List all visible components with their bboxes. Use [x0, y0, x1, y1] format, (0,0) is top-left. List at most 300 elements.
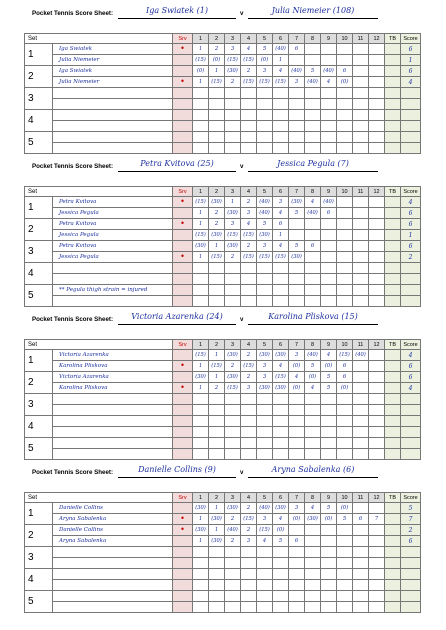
set-number: 1 [25, 44, 53, 66]
player-row [25, 394, 421, 405]
game-cell: 2 [241, 372, 257, 383]
game-cell [337, 438, 353, 449]
sheet-header [24, 465, 420, 479]
game-cell [353, 372, 369, 383]
game-cell: 6 [273, 219, 289, 230]
header-col: Score [401, 340, 421, 350]
player2-name: Aryna Sabalenka (6) [248, 465, 378, 478]
game-cell [273, 591, 289, 602]
game-cell [321, 252, 337, 263]
player-row [25, 66, 421, 77]
game-cell [337, 394, 353, 405]
game-cell [353, 252, 369, 263]
tiebreak-cell [385, 296, 401, 307]
game-cell [353, 558, 369, 569]
game-cell [305, 416, 321, 427]
serve-dot [173, 580, 193, 591]
game-cell [209, 296, 225, 307]
player-row [25, 77, 421, 88]
game-cell [369, 296, 385, 307]
player2-name: Karolina Pliskova (15) [248, 312, 378, 325]
header-col: 9 [321, 340, 337, 350]
serve-dot [173, 394, 193, 405]
game-cell: (0) [289, 383, 305, 394]
game-cell [337, 208, 353, 219]
game-cell [305, 547, 321, 558]
player-row [25, 580, 421, 591]
game-cell: (15) [337, 350, 353, 361]
set-score-cell: 6 [401, 372, 421, 383]
game-cell [369, 132, 385, 143]
game-cell: 6 [337, 372, 353, 383]
game-cell [257, 405, 273, 416]
game-cell [305, 143, 321, 154]
set-score-cell [401, 274, 421, 285]
game-cell: (15) [209, 77, 225, 88]
serve-dot [173, 285, 193, 296]
game-cell [369, 350, 385, 361]
game-cell [209, 285, 225, 296]
game-cell [337, 536, 353, 547]
game-cell [305, 285, 321, 296]
game-cell: 5 [321, 503, 337, 514]
game-cell [305, 449, 321, 460]
game-cell: 4 [273, 241, 289, 252]
game-cell: 2 [241, 525, 257, 536]
game-cell [353, 132, 369, 143]
game-cell [321, 438, 337, 449]
player-row [25, 88, 421, 99]
serve-dot [173, 536, 193, 547]
serve-dot: • [173, 383, 193, 394]
serve-dot [173, 438, 193, 449]
game-cell: 5 [289, 241, 305, 252]
set-score-cell: 6 [401, 219, 421, 230]
game-cell [337, 230, 353, 241]
game-cell [369, 208, 385, 219]
game-cell [353, 602, 369, 613]
set-number: 3 [25, 547, 53, 569]
game-cell [353, 427, 369, 438]
game-cell [337, 580, 353, 591]
header-col: 11 [353, 187, 369, 197]
player-row [25, 132, 421, 143]
header-col: 1 [193, 187, 209, 197]
game-cell [273, 569, 289, 580]
versus-label: v [240, 469, 244, 476]
tiebreak-cell [385, 569, 401, 580]
game-cell [241, 449, 257, 460]
game-cell [225, 547, 241, 558]
serve-dot [173, 569, 193, 580]
game-cell [305, 580, 321, 591]
game-cell [305, 536, 321, 547]
game-cell [273, 416, 289, 427]
sheet-label: Pocket Tennis Score Sheet: [32, 469, 114, 476]
game-cell: 2 [209, 208, 225, 219]
player-name-cell [53, 405, 173, 416]
game-cell [369, 569, 385, 580]
game-cell [337, 547, 353, 558]
game-cell [353, 569, 369, 580]
player1-name: Petra Kvitova (25) [118, 159, 236, 172]
sheet-header [24, 6, 420, 20]
game-cell [321, 88, 337, 99]
game-cell: (40) [257, 208, 273, 219]
game-cell: 3 [273, 197, 289, 208]
game-cell: 3 [241, 536, 257, 547]
game-cell [353, 383, 369, 394]
header-col: 7 [289, 34, 305, 44]
game-cell: (30) [209, 230, 225, 241]
game-cell: 3 [257, 66, 273, 77]
tiebreak-cell [385, 558, 401, 569]
game-cell [353, 536, 369, 547]
header-col: 12 [369, 493, 385, 503]
set-score-cell: 1 [401, 55, 421, 66]
game-cell [257, 580, 273, 591]
game-cell: (0) [337, 503, 353, 514]
player-row [25, 536, 421, 547]
tiebreak-cell [385, 208, 401, 219]
game-cell [193, 263, 209, 274]
game-cell [353, 197, 369, 208]
game-cell [321, 416, 337, 427]
game-cell: (15) [193, 350, 209, 361]
game-cell [257, 121, 273, 132]
game-cell: 1 [209, 372, 225, 383]
game-cell: 4 [305, 503, 321, 514]
game-cell: 5 [257, 219, 273, 230]
set-score-cell [401, 405, 421, 416]
game-cell [369, 591, 385, 602]
game-cell [209, 263, 225, 274]
game-cell [353, 580, 369, 591]
game-cell [305, 394, 321, 405]
game-cell [273, 449, 289, 460]
header-col: 9 [321, 34, 337, 44]
header-col: 6 [273, 493, 289, 503]
game-cell [321, 143, 337, 154]
tiebreak-cell [385, 372, 401, 383]
game-cell [273, 274, 289, 285]
game-cell [353, 438, 369, 449]
game-cell [305, 55, 321, 66]
game-cell [369, 372, 385, 383]
game-cell [257, 558, 273, 569]
score-table [24, 492, 421, 613]
game-cell: 1 [193, 361, 209, 372]
game-cell [289, 296, 305, 307]
serve-dot: • [173, 361, 193, 372]
set-number: 5 [25, 285, 53, 307]
game-cell [353, 503, 369, 514]
game-cell [193, 449, 209, 460]
game-cell [353, 88, 369, 99]
game-cell [209, 602, 225, 613]
header-col: 9 [321, 493, 337, 503]
game-cell: 5 [305, 66, 321, 77]
game-cell [225, 416, 241, 427]
game-cell [289, 263, 305, 274]
score-table [24, 339, 421, 460]
game-cell [353, 44, 369, 55]
game-cell [369, 55, 385, 66]
game-cell [337, 569, 353, 580]
player-name-cell: Danielle Collins [53, 525, 173, 536]
game-cell: (15) [241, 252, 257, 263]
player-name-cell [53, 394, 173, 405]
game-cell [209, 449, 225, 460]
game-cell [209, 394, 225, 405]
tiebreak-cell [385, 44, 401, 55]
game-cell: 2 [209, 219, 225, 230]
player-row [25, 44, 421, 55]
game-cell [193, 296, 209, 307]
player-name-cell [53, 110, 173, 121]
set-number: 4 [25, 569, 53, 591]
set-score-cell [401, 110, 421, 121]
game-cell: 1 [225, 197, 241, 208]
player-name-cell: Petra Kvitova [53, 197, 173, 208]
header-col: 3 [225, 187, 241, 197]
game-cell: (0) [257, 55, 273, 66]
game-cell [321, 558, 337, 569]
game-cell: (15) [241, 77, 257, 88]
game-cell [241, 132, 257, 143]
serve-dot [173, 427, 193, 438]
game-cell [225, 88, 241, 99]
game-cell: (30) [289, 252, 305, 263]
game-cell: 3 [225, 44, 241, 55]
game-cell: (30) [257, 230, 273, 241]
header-col: 10 [337, 34, 353, 44]
game-cell [369, 394, 385, 405]
game-cell [353, 99, 369, 110]
header-col: 6 [273, 187, 289, 197]
game-cell: (0) [193, 66, 209, 77]
header-col: Score [401, 34, 421, 44]
game-cell [209, 405, 225, 416]
game-cell [193, 547, 209, 558]
set-number: 1 [25, 350, 53, 372]
header-col: 11 [353, 493, 369, 503]
game-cell [241, 427, 257, 438]
game-cell [337, 285, 353, 296]
game-cell: (15) [225, 55, 241, 66]
game-cell [353, 241, 369, 252]
game-cell [241, 88, 257, 99]
game-cell [257, 591, 273, 602]
set-score-cell: 6 [401, 536, 421, 547]
header-col: TB [385, 34, 401, 44]
player-row [25, 372, 421, 383]
game-cell [321, 44, 337, 55]
game-cell [241, 274, 257, 285]
game-cell [241, 99, 257, 110]
game-cell [353, 121, 369, 132]
game-cell [305, 44, 321, 55]
game-cell [209, 547, 225, 558]
game-cell [337, 143, 353, 154]
game-cell: (15) [273, 252, 289, 263]
game-cell [305, 99, 321, 110]
player-row [25, 285, 421, 296]
game-cell [241, 547, 257, 558]
game-cell: 6 [305, 241, 321, 252]
set-score-cell [401, 88, 421, 99]
game-cell [305, 88, 321, 99]
game-cell [241, 405, 257, 416]
game-cell [289, 405, 305, 416]
header-col: 8 [305, 187, 321, 197]
game-cell [289, 591, 305, 602]
game-cell [257, 547, 273, 558]
game-cell [289, 394, 305, 405]
score-table [24, 33, 421, 154]
game-cell: (15) [209, 252, 225, 263]
set-score-cell: 6 [401, 44, 421, 55]
game-cell [337, 416, 353, 427]
game-cell: (30) [273, 350, 289, 361]
game-cell: (40) [273, 44, 289, 55]
tiebreak-cell [385, 241, 401, 252]
game-cell: (15) [241, 230, 257, 241]
player-row [25, 591, 421, 602]
header-col: 6 [273, 340, 289, 350]
game-cell [321, 274, 337, 285]
game-cell [353, 547, 369, 558]
player-row [25, 99, 421, 110]
game-cell [321, 285, 337, 296]
tiebreak-cell [385, 536, 401, 547]
tiebreak-cell [385, 110, 401, 121]
game-cell [225, 580, 241, 591]
set-score-cell: 6 [401, 361, 421, 372]
game-cell [369, 525, 385, 536]
game-cell [353, 143, 369, 154]
game-cell [369, 361, 385, 372]
set-number: 3 [25, 241, 53, 263]
player-row [25, 143, 421, 154]
game-cell [369, 438, 385, 449]
game-cell: 1 [193, 536, 209, 547]
game-cell: (30) [225, 350, 241, 361]
set-score-cell: 7 [401, 514, 421, 525]
set-score-cell: 2 [401, 252, 421, 263]
game-cell [209, 110, 225, 121]
player-name-cell [53, 132, 173, 143]
player-row [25, 438, 421, 449]
tiebreak-cell [385, 88, 401, 99]
game-cell: (40) [257, 503, 273, 514]
game-cell [337, 558, 353, 569]
game-cell: (30) [209, 197, 225, 208]
player-name-cell [53, 569, 173, 580]
game-cell [209, 143, 225, 154]
player-name-cell: Julia Niemeier [53, 77, 173, 88]
game-cell [289, 143, 305, 154]
game-cell: 3 [225, 219, 241, 230]
tiebreak-cell [385, 416, 401, 427]
player-row [25, 350, 421, 361]
game-cell [225, 99, 241, 110]
game-cell: 1 [193, 208, 209, 219]
game-cell [369, 285, 385, 296]
game-cell: 1 [209, 503, 225, 514]
game-cell [241, 438, 257, 449]
game-cell: (0) [337, 77, 353, 88]
header-col: 2 [209, 34, 225, 44]
game-cell [369, 547, 385, 558]
game-cell [209, 569, 225, 580]
game-cell [321, 405, 337, 416]
game-cell [225, 132, 241, 143]
game-cell [273, 580, 289, 591]
set-score-cell: 6 [401, 241, 421, 252]
game-cell [369, 44, 385, 55]
player-row [25, 55, 421, 66]
serve-dot [173, 296, 193, 307]
game-cell [369, 197, 385, 208]
game-cell [289, 569, 305, 580]
tiebreak-cell [385, 547, 401, 558]
header-col: 8 [305, 34, 321, 44]
player-row [25, 427, 421, 438]
game-cell [353, 591, 369, 602]
serve-dot [173, 66, 193, 77]
game-cell [369, 99, 385, 110]
serve-dot: • [173, 525, 193, 536]
game-cell: (30) [273, 503, 289, 514]
header-col: Srv [173, 34, 193, 44]
game-cell: (30) [225, 66, 241, 77]
game-cell [337, 197, 353, 208]
game-cell [193, 110, 209, 121]
game-cell: (15) [257, 77, 273, 88]
set-score-cell [401, 296, 421, 307]
header-col: 3 [225, 340, 241, 350]
sheet-header [24, 159, 420, 173]
game-cell: 5 [337, 514, 353, 525]
game-cell: (30) [257, 350, 273, 361]
header-col: 7 [289, 340, 305, 350]
header-col: 1 [193, 340, 209, 350]
game-cell [369, 383, 385, 394]
game-cell [273, 121, 289, 132]
game-cell: (0) [273, 525, 289, 536]
set-score-cell [401, 394, 421, 405]
game-cell [305, 230, 321, 241]
tiebreak-cell [385, 383, 401, 394]
game-cell [273, 558, 289, 569]
game-cell [305, 405, 321, 416]
player1-name: Danielle Collins (9) [118, 465, 236, 478]
player-name-cell: Petra Kvitova [53, 241, 173, 252]
player-name-cell: Iga Swiatek [53, 44, 173, 55]
game-cell: (0) [289, 361, 305, 372]
game-cell: (30) [193, 372, 209, 383]
game-cell: 1 [209, 66, 225, 77]
set-score-cell [401, 263, 421, 274]
game-cell: (15) [193, 55, 209, 66]
tiebreak-cell [385, 514, 401, 525]
game-cell: 6 [337, 361, 353, 372]
game-cell [337, 263, 353, 274]
game-cell [193, 99, 209, 110]
header-col: 1 [193, 34, 209, 44]
game-cell [369, 88, 385, 99]
